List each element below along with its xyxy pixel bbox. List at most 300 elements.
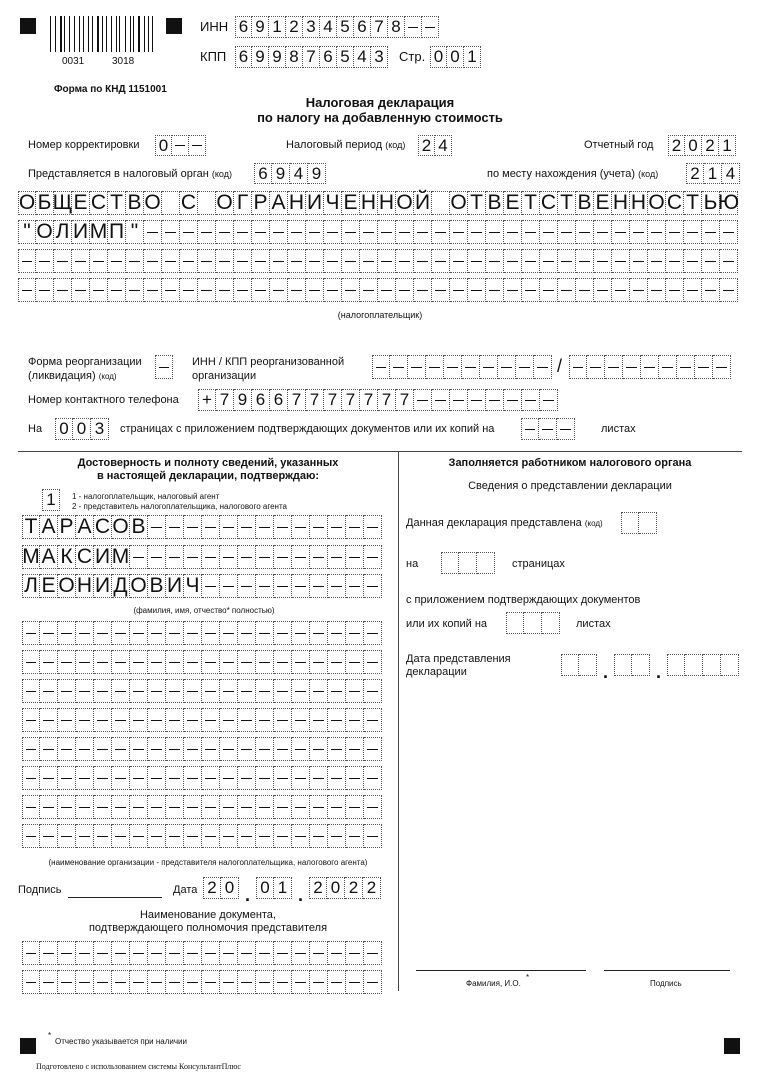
org-r6-cell [58, 766, 76, 790]
column-separator [398, 451, 399, 991]
taxpayer-r4-cell [612, 278, 630, 302]
corner-marker-top-right [166, 18, 182, 34]
year-cell: 2 [702, 135, 719, 156]
date-month-cell: 1 [274, 877, 292, 899]
r-date-month-field[interactable] [614, 654, 650, 676]
taxpayer-r4-cell [594, 278, 612, 302]
org-r2-cell [76, 650, 94, 674]
phone-cell: 6 [270, 389, 288, 411]
doc-r1-cell [238, 941, 256, 965]
reorg-kpp-field[interactable] [569, 355, 731, 379]
sheets-cell [539, 418, 557, 440]
taxpayer-r4-cell [414, 278, 432, 302]
org-r5-cell [310, 737, 328, 761]
taxpayer-row-4[interactable] [18, 278, 738, 302]
r-sheets-field[interactable] [506, 612, 560, 634]
org-caption: (наименование организации - представителя налогоплательщика, налогового агента) [48, 858, 368, 867]
doc-r2-cell [274, 970, 292, 994]
name-field[interactable] [22, 545, 382, 569]
org-r7-cell [256, 795, 274, 819]
phone-cell: 7 [216, 389, 234, 411]
org-r5-cell [238, 737, 256, 761]
org-r6-cell [94, 766, 112, 790]
date-year-field[interactable] [309, 877, 381, 899]
reorg-inn-cell [534, 355, 552, 379]
org-r7-cell [166, 795, 184, 819]
location-field[interactable] [686, 163, 740, 184]
taxpayer-r1-cell: Н [612, 191, 629, 214]
org-r7-cell [94, 795, 112, 819]
doc-r2-cell [346, 970, 364, 994]
org-r6-cell [112, 766, 130, 790]
taxpayer-r2-cell [144, 220, 162, 244]
date-year-cell: 2 [345, 877, 363, 899]
taxpayer-r4-cell [648, 278, 666, 302]
org-r3-cell [238, 679, 256, 703]
taxpayer-r2-cell [522, 220, 540, 244]
footer-prepared: Подготовлено с использованием системы КонсультантПлюс [36, 1062, 241, 1071]
reorg-form-code-label: (код) [98, 372, 117, 381]
doc-row-1[interactable] [22, 941, 382, 965]
doc-r2-cell [364, 970, 382, 994]
taxpayer-r3-cell [504, 249, 522, 273]
phone-cell: 7 [288, 389, 306, 411]
correction-field[interactable] [155, 135, 206, 156]
doc-r2-cell [40, 970, 58, 994]
org-r3-cell [292, 679, 310, 703]
org-row-2[interactable] [22, 650, 382, 674]
reorg-inn-field[interactable] [372, 355, 552, 379]
surname-cell [346, 515, 364, 539]
sign-line[interactable] [68, 897, 162, 898]
taxpayer-r3-cell [234, 249, 252, 273]
surname-cell [256, 515, 274, 539]
org-row-7[interactable] [22, 795, 382, 819]
org-r7-cell [310, 795, 328, 819]
doc-r1-cell [94, 941, 112, 965]
reorg-form-label-2-text: (ликвидация) [28, 370, 96, 382]
pages-count-field[interactable] [55, 418, 109, 440]
kpp-cell: 5 [337, 46, 354, 68]
surname-cell [184, 515, 202, 539]
surname-cell [220, 515, 238, 539]
org-r1-cell [130, 621, 148, 645]
inn-cell: 5 [337, 16, 354, 38]
org-r2-cell [310, 650, 328, 674]
kpp-cell: 9 [269, 46, 286, 68]
org-r5-cell [58, 737, 76, 761]
name-cell: М [22, 545, 40, 568]
doc-r1-cell [22, 941, 40, 965]
taxpayer-r3-cell [126, 249, 144, 273]
kpp-label: КПП [200, 49, 227, 64]
year-field[interactable] [668, 135, 736, 156]
org-r3-cell [220, 679, 238, 703]
r-sign-line[interactable] [604, 970, 730, 971]
taxpayer-r4-cell [306, 278, 324, 302]
org-r7-cell [292, 795, 310, 819]
patronymic-cell: Е [40, 574, 58, 598]
taxpayer-r1-cell: Е [72, 191, 90, 215]
org-r1-cell [184, 621, 202, 645]
patronymic-cell [364, 574, 382, 598]
org-r8-cell [310, 824, 328, 848]
page-cell: 0 [447, 46, 464, 68]
doc-row-2[interactable] [22, 970, 382, 994]
org-row-5[interactable] [22, 737, 382, 761]
taxpayer-r3-cell [684, 249, 702, 273]
taxpayer-r2-cell [630, 220, 648, 244]
reorg-form-label-1: Форма реорганизации [28, 356, 142, 368]
org-r6-cell [274, 766, 292, 790]
taxpayer-r4-cell [90, 278, 108, 302]
org-r5-cell [166, 737, 184, 761]
org-r7-cell [346, 795, 364, 819]
patronymic-cell: И [166, 574, 183, 597]
org-r8-cell [220, 824, 238, 848]
org-row-8[interactable] [22, 824, 382, 848]
taxpayer-r3-cell [18, 249, 36, 273]
name-cell [238, 545, 256, 569]
surname-field[interactable] [22, 515, 382, 539]
r-or-copies-label: или их копий на [406, 618, 488, 630]
org-r8-cell [40, 824, 58, 848]
reorg-inn-cell [372, 355, 390, 379]
taxpayer-r1-cell: Т [522, 191, 540, 215]
taxpayer-r1-cell: С [540, 191, 557, 214]
org-r4-cell [292, 708, 310, 732]
doc-r2-cell [184, 970, 202, 994]
taxpayer-r2-cell [162, 220, 180, 244]
org-r8-cell [112, 824, 130, 848]
taxpayer-r4-cell [162, 278, 180, 302]
location-cell: 1 [704, 163, 722, 184]
correction-cell [172, 135, 189, 156]
taxpayer-r1-cell: Ь [702, 191, 720, 215]
doc-r1-cell [58, 941, 76, 965]
taxpayer-r2-cell [576, 220, 594, 244]
inn-cell: 4 [320, 16, 337, 38]
taxpayer-r4-cell [558, 278, 576, 302]
org-r7-cell [112, 795, 130, 819]
org-r5-cell [274, 737, 292, 761]
taxpayer-r3-cell [450, 249, 468, 273]
patronymic-field[interactable] [22, 574, 382, 598]
doc-r1-cell [112, 941, 130, 965]
phone-cell [522, 389, 540, 411]
taxpayer-r3-cell [396, 249, 414, 273]
phone-cell [414, 389, 432, 411]
org-r5-cell [328, 737, 346, 761]
org-r3-cell [76, 679, 94, 703]
form-code: Форма по КНД 1151001 [54, 84, 167, 95]
org-row-4[interactable] [22, 708, 382, 732]
r-pages-field[interactable] [441, 552, 495, 574]
r-sheets-label: листах [576, 618, 611, 630]
org-r8-cell [76, 824, 94, 848]
corner-marker-bottom-left [20, 1038, 36, 1054]
taxpayer-r1-cell: С [180, 191, 197, 214]
taxpayer-r4-cell [468, 278, 486, 302]
taxpayer-r2-cell [612, 220, 630, 244]
date-year-cell: 0 [327, 877, 345, 899]
org-r5-cell [148, 737, 166, 761]
org-r8-cell [328, 824, 346, 848]
reorg-form-field[interactable] [155, 355, 173, 379]
org-r2-cell [166, 650, 184, 674]
surname-cell [166, 515, 184, 539]
org-r4-cell [256, 708, 274, 732]
taxpayer-r2-cell: П [108, 220, 125, 243]
authority-cell: 9 [272, 163, 290, 184]
org-r2-cell [40, 650, 58, 674]
inn-label: ИНН [200, 19, 229, 34]
taxpayer-r3-cell [486, 249, 504, 273]
taxpayer-r4-cell [270, 278, 288, 302]
submitted-label [406, 517, 603, 530]
org-r2-cell [238, 650, 256, 674]
reorg-kpp-cell [605, 355, 623, 379]
taxpayer-r4-cell [72, 278, 90, 302]
footer-star: * [48, 1031, 52, 1040]
signer-type-field[interactable] [42, 489, 60, 511]
doc-title-line2: по налогу на добавленную стоимость [257, 110, 503, 125]
taxpayer-r3-cell [108, 249, 126, 273]
taxpayer-r3-cell [468, 249, 486, 273]
inn-cell: 6 [354, 16, 371, 38]
page-cell: 0 [430, 46, 447, 68]
r-date-year-field[interactable] [667, 654, 739, 676]
kpp-field[interactable] [235, 46, 388, 68]
taxpayer-r4-cell [360, 278, 378, 302]
authority-field[interactable] [254, 163, 326, 184]
r-on-label: на [406, 558, 419, 570]
date-day-field[interactable] [203, 877, 239, 899]
taxpayer-r3-cell [612, 249, 630, 273]
org-row-1[interactable] [22, 621, 382, 645]
org-r2-cell [274, 650, 292, 674]
patronymic-cell [274, 574, 292, 598]
taxpayer-r2-cell [180, 220, 198, 244]
surname-cell: А [76, 515, 94, 539]
doc-r2-cell [202, 970, 220, 994]
org-r8-cell [184, 824, 202, 848]
org-r4-cell [148, 708, 166, 732]
org-r4-cell [220, 708, 238, 732]
taxpayer-r4-cell [540, 278, 558, 302]
submitted-code-label: (код) [584, 519, 603, 528]
doc-heading-1: Наименование документа, [139, 909, 276, 921]
taxpayer-r3-cell [306, 249, 324, 273]
taxpayer-r2-cell [252, 220, 270, 244]
org-r3-cell [274, 679, 292, 703]
r-date-label-1: Дата представления [406, 653, 511, 665]
taxpayer-row-2[interactable] [18, 220, 738, 244]
org-r2-cell [94, 650, 112, 674]
patronymic-cell: Н [76, 574, 93, 597]
patronymic-cell [310, 574, 328, 598]
r-with-docs-label: с приложением подтверждающих документов [406, 594, 641, 606]
org-r2-cell [22, 650, 40, 674]
taxpayer-r1-cell: Е [504, 191, 522, 215]
taxpayer-r4-cell [396, 278, 414, 302]
r-date-separator-1: . [603, 662, 609, 682]
taxpayer-r2-cell [720, 220, 738, 244]
taxpayer-r3-cell [720, 249, 738, 273]
org-row-6[interactable] [22, 766, 382, 790]
signer-cell: 1 [42, 489, 60, 511]
phone-cell: 7 [342, 389, 360, 411]
taxpayer-r3-cell [144, 249, 162, 273]
org-r8-cell [256, 824, 274, 848]
taxpayer-r4-cell [18, 278, 36, 302]
taxpayer-r2-cell [702, 220, 720, 244]
taxpayer-r4-cell [54, 278, 72, 302]
submitted-code-field[interactable] [621, 512, 657, 534]
taxpayer-r4-cell [36, 278, 54, 302]
taxpayer-r3-cell [648, 249, 666, 273]
org-r7-cell [130, 795, 148, 819]
r-date-year-cell [685, 654, 703, 676]
right-heading: Заполняется работником налогового органа [448, 457, 692, 469]
period-label-text: Налоговый период [286, 139, 383, 151]
inn-field[interactable] [235, 16, 439, 38]
org-r4-cell [58, 708, 76, 732]
taxpayer-r2-cell [234, 220, 252, 244]
org-r4-cell [40, 708, 58, 732]
taxpayer-r2-cell [486, 220, 504, 244]
corner-marker-bottom-right [724, 1038, 740, 1054]
doc-r1-cell [166, 941, 184, 965]
org-r3-cell [40, 679, 58, 703]
taxpayer-r2-cell [666, 220, 684, 244]
sheets-count-field[interactable] [521, 418, 575, 440]
reorg-kpp-cell [659, 355, 677, 379]
reorg-inn-label-1: ИНН / КПП реорганизованной [192, 356, 345, 368]
taxpayer-r1-cell: Б [36, 191, 54, 215]
page-number-field[interactable] [430, 46, 481, 68]
taxpayer-r2-cell: " [18, 220, 36, 244]
date-month-field[interactable] [256, 877, 292, 899]
name-cell [292, 545, 310, 569]
org-r6-cell [40, 766, 58, 790]
doc-r2-cell [292, 970, 310, 994]
taxpayer-r3-cell [198, 249, 216, 273]
kpp-cell: 8 [286, 46, 303, 68]
kpp-cell: 7 [303, 46, 320, 68]
phone-cell [540, 389, 558, 411]
taxpayer-row-3[interactable] [18, 249, 738, 273]
phone-field[interactable] [198, 389, 558, 411]
inn-cell [422, 16, 439, 38]
org-r1-cell [346, 621, 364, 645]
reorg-kpp-cell [695, 355, 713, 379]
org-r7-cell [58, 795, 76, 819]
taxpayer-r2-cell [270, 220, 288, 244]
pages-sheets-label: листах [601, 423, 636, 435]
taxpayer-r1-cell [198, 191, 216, 215]
taxpayer-r1-cell: Й [414, 191, 431, 214]
date-separator-1: . [245, 885, 251, 905]
name-cell [166, 545, 184, 569]
org-r1-cell [256, 621, 274, 645]
taxpayer-r4-cell [144, 278, 162, 302]
org-r3-cell [112, 679, 130, 703]
org-r8-cell [364, 824, 382, 848]
taxpayer-r4-cell [126, 278, 144, 302]
r-sheets-cell [524, 612, 542, 634]
r-date-year-cell [667, 654, 685, 676]
org-r4-cell [76, 708, 94, 732]
left-heading-1: Достоверность и полноту сведений, указанных [77, 457, 339, 469]
taxpayer-r1-cell: И [306, 191, 323, 214]
org-r1-cell [112, 621, 130, 645]
doc-r2-cell [166, 970, 184, 994]
taxpayer-r1-cell: С [90, 191, 107, 214]
patronymic-cell: И [94, 574, 111, 597]
date-month-cell: 0 [256, 877, 274, 899]
r-sheets-cell [506, 612, 524, 634]
org-r2-cell [256, 650, 274, 674]
taxpayer-r2-cell [432, 220, 450, 244]
taxpayer-r1-cell: Ч [324, 191, 342, 215]
r-code-cell [639, 512, 657, 534]
doc-r2-cell [238, 970, 256, 994]
location-label-text: по месту нахождения (учета) [487, 168, 636, 180]
patronymic-cell [202, 574, 220, 598]
org-r5-cell [76, 737, 94, 761]
period-code-label: (код) [385, 140, 406, 150]
kpp-cell: 4 [354, 46, 371, 68]
taxpayer-r4-cell [432, 278, 450, 302]
r-date-label-2: декларации [406, 666, 467, 678]
taxpayer-r1-cell: С [666, 191, 683, 214]
reorg-inn-cell [462, 355, 480, 379]
phone-cell [468, 389, 486, 411]
taxpayer-r2-cell [648, 220, 666, 244]
sign-label: Подпись [18, 884, 62, 896]
taxpayer-r3-cell [342, 249, 360, 273]
taxpayer-r3-cell [324, 249, 342, 273]
doc-r2-cell [310, 970, 328, 994]
r-date-month-cell [614, 654, 632, 676]
r-date-day-field[interactable] [561, 654, 597, 676]
org-r4-cell [22, 708, 40, 732]
phone-cell: 7 [306, 389, 324, 411]
taxpayer-r2-cell [324, 220, 342, 244]
org-r1-cell [292, 621, 310, 645]
section-separator [18, 451, 742, 452]
org-r3-cell [346, 679, 364, 703]
doc-r2-cell [148, 970, 166, 994]
reorg-kpp-cell [587, 355, 605, 379]
org-row-3[interactable] [22, 679, 382, 703]
taxpayer-r1-cell: А [270, 191, 288, 215]
org-r7-cell [184, 795, 202, 819]
name-cell: И [94, 545, 111, 568]
period-field[interactable] [418, 135, 452, 156]
r-pages-label: страницах [512, 558, 565, 570]
taxpayer-r2-cell [216, 220, 234, 244]
taxpayer-r3-cell [414, 249, 432, 273]
kpp-cell: 9 [252, 46, 269, 68]
doc-r1-cell [130, 941, 148, 965]
doc-r2-cell [58, 970, 76, 994]
org-r4-cell [130, 708, 148, 732]
org-r7-cell [274, 795, 292, 819]
name-cell: М [111, 545, 130, 568]
taxpayer-row-1[interactable] [18, 191, 738, 215]
